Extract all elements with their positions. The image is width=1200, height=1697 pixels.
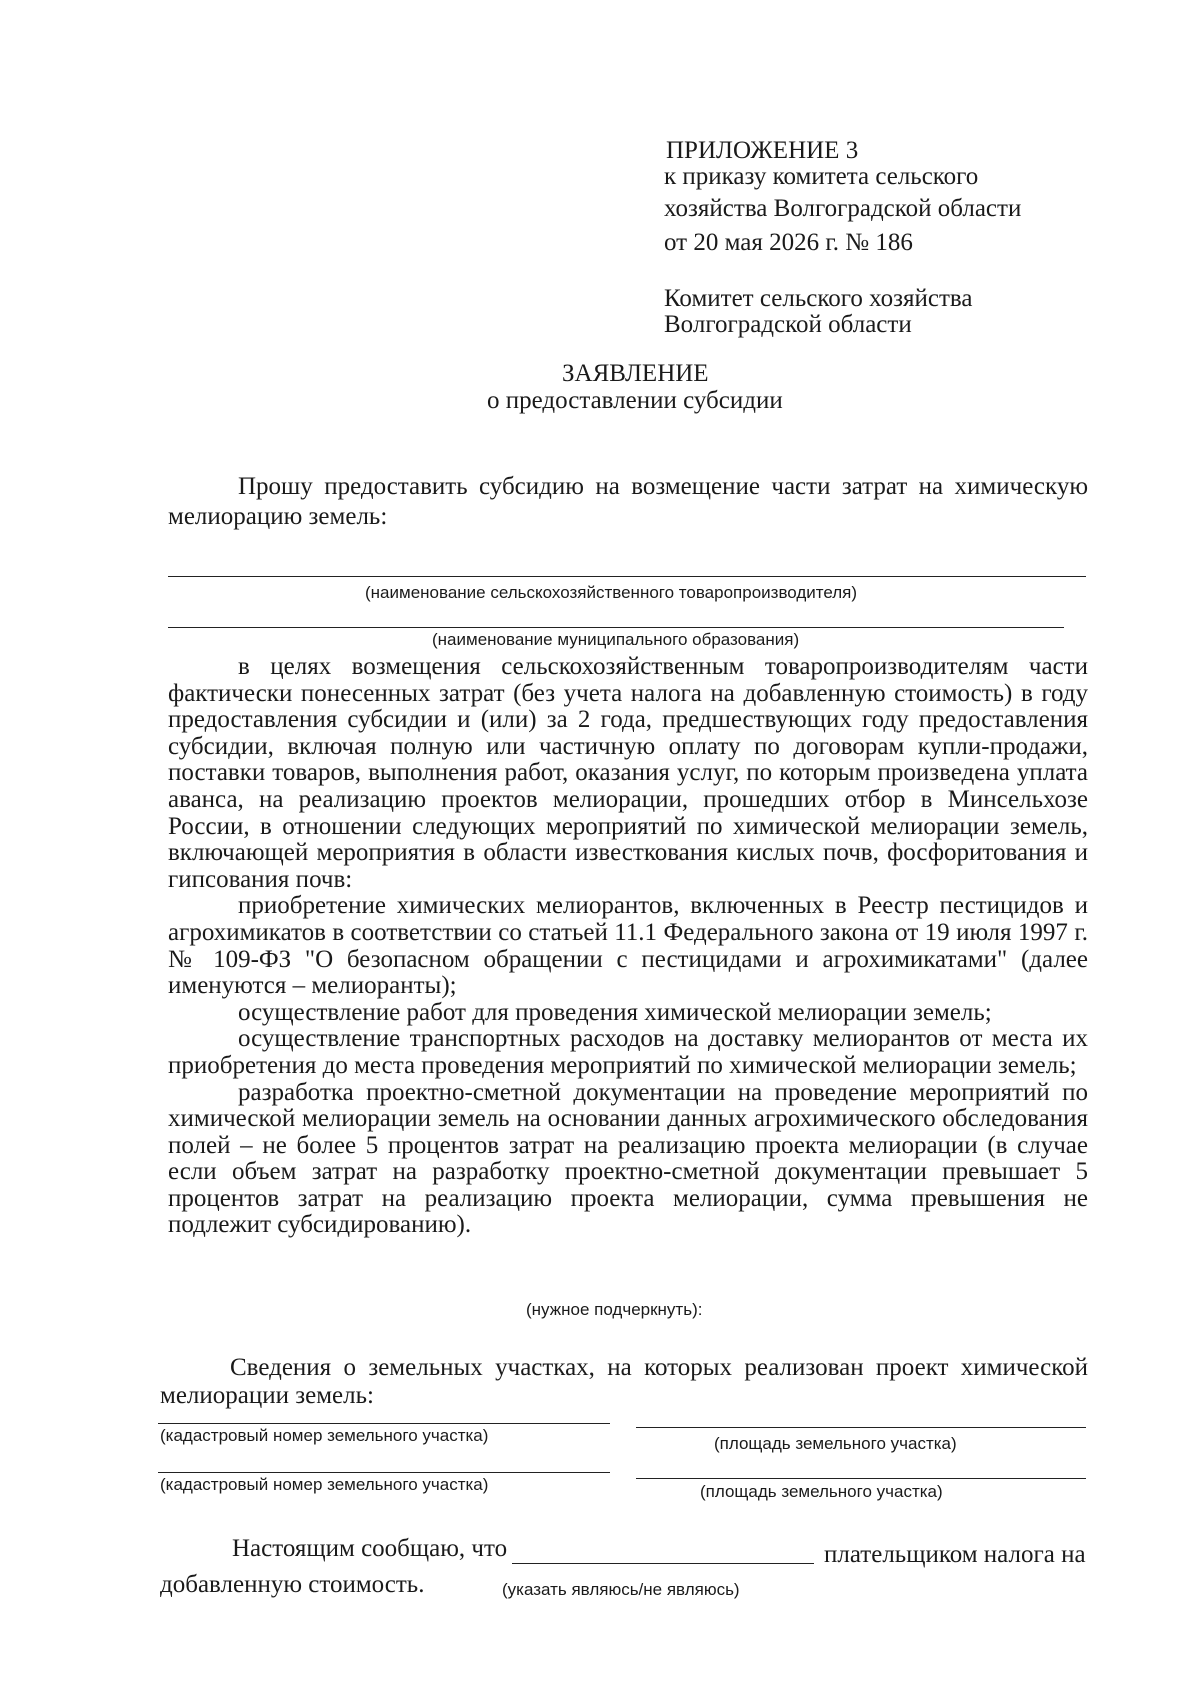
area-line-2[interactable] <box>636 1478 1086 1479</box>
vat-line-2: добавленную стоимость. <box>160 1571 425 1598</box>
cadastral-number-line-1[interactable] <box>158 1423 610 1424</box>
cadastral-number-caption-1: (кадастровый номер земельного участка) <box>160 1426 489 1445</box>
item-works: осуществление работ для проведения химической мелиорации земель; <box>238 998 992 1026</box>
producer-name-caption: (наименование сельскохозяйственного товаропроизводителя) <box>365 583 858 602</box>
item-design-documentation: разработка проектно-сметной документации на проведение мероприятий по химической мелиорации земель на основании данных агрохимического обследования полей – не более 5 процентов затрат на реализацию проекта мелиорации (в случае если объем затрат на разработку проектно-сметной документации превышает 5 процентов затрат на реализацию проекта мелиорации, сумма превышения не подлежит субсидированию). <box>168 1078 1088 1239</box>
area-caption-1: (площадь земельного участка) <box>714 1434 957 1453</box>
cadastral-number-line-2[interactable] <box>158 1472 610 1473</box>
appendix-order-line: к приказу комитета сельского <box>664 163 979 190</box>
land-intro-paragraph: Сведения о земельных участках, на которых реализован проект химической мелиорации земель: <box>160 1354 1088 1409</box>
appendix-committee-line: хозяйства Волгоградской области <box>664 195 1022 222</box>
underline-note: (нужное подчеркнуть): <box>526 1300 703 1319</box>
appendix-title: ПРИЛОЖЕНИЕ 3 <box>666 137 859 164</box>
vat-tail-text: плательщиком налога на <box>824 1541 1086 1568</box>
municipality-name-caption: (наименование муниципального образования) <box>432 630 800 649</box>
vat-status-caption: (указать являюсь/не являюсь) <box>502 1580 740 1599</box>
item-chemical-ameliorants: приобретение химических мелиорантов, включенных в Реестр пестицидов и агрохимикатов в соответствии со статьей 11.1 Федерального закона от 19 июля 1997 г. № 109-ФЗ "О безопасном обращении с пестицидами и агрохимикатами" (далее именуются – мелиоранты); <box>168 892 1088 1000</box>
purpose-text: в целях возмещения сельскохозяйственным товаропроизводителям части фактически понесенных затрат (без учета налога на добавленную стоимость) в году предоставления субсидии и (или) за 2 года, предшествующих году предоставления субсидии, включая полную или частичную оплату по договорам купли-продажи, поставки товаров, выполнения работ, оказания услуг, по которым произведена уплата аванса, на реализацию проектов мелиорации, прошедших отбор в Минсельхозе России, в отношении следующих мероприятий по химической мелиорации земель, включающей мероприятия в области известкования кислых почв, фосфоритования и гипсования почв: <box>168 653 1088 893</box>
document-title: ЗАЯВЛЕНИЕ <box>562 360 709 387</box>
item-transport: осуществление транспортных расходов на доставку мелиорантов от места их приобретения до места проведения мероприятий по химической мелиорации земель; <box>168 1025 1088 1079</box>
vat-status-line[interactable] <box>512 1563 814 1564</box>
vat-lead-text: Настоящим сообщаю, что <box>232 1535 508 1562</box>
producer-name-line[interactable] <box>168 576 1086 577</box>
purpose-paragraph <box>168 654 1088 1239</box>
addressee-line-1: Комитет сельского хозяйства <box>664 285 973 312</box>
intro-paragraph: Прошу предоставить субсидию на возмещение части затрат на химическую мелиорацию земель: <box>168 473 1088 530</box>
municipality-name-line[interactable] <box>168 627 1064 628</box>
appendix-date-line: от 20 мая 2026 г. № 186 <box>664 229 913 256</box>
cadastral-number-caption-2: (кадастровый номер земельного участка) <box>160 1475 489 1494</box>
document-subtitle: о предоставлении субсидии <box>487 387 783 414</box>
area-caption-2: (площадь земельного участка) <box>700 1482 943 1501</box>
addressee-line-2: Волгоградской области <box>664 311 912 338</box>
area-line-1[interactable] <box>636 1427 1086 1428</box>
